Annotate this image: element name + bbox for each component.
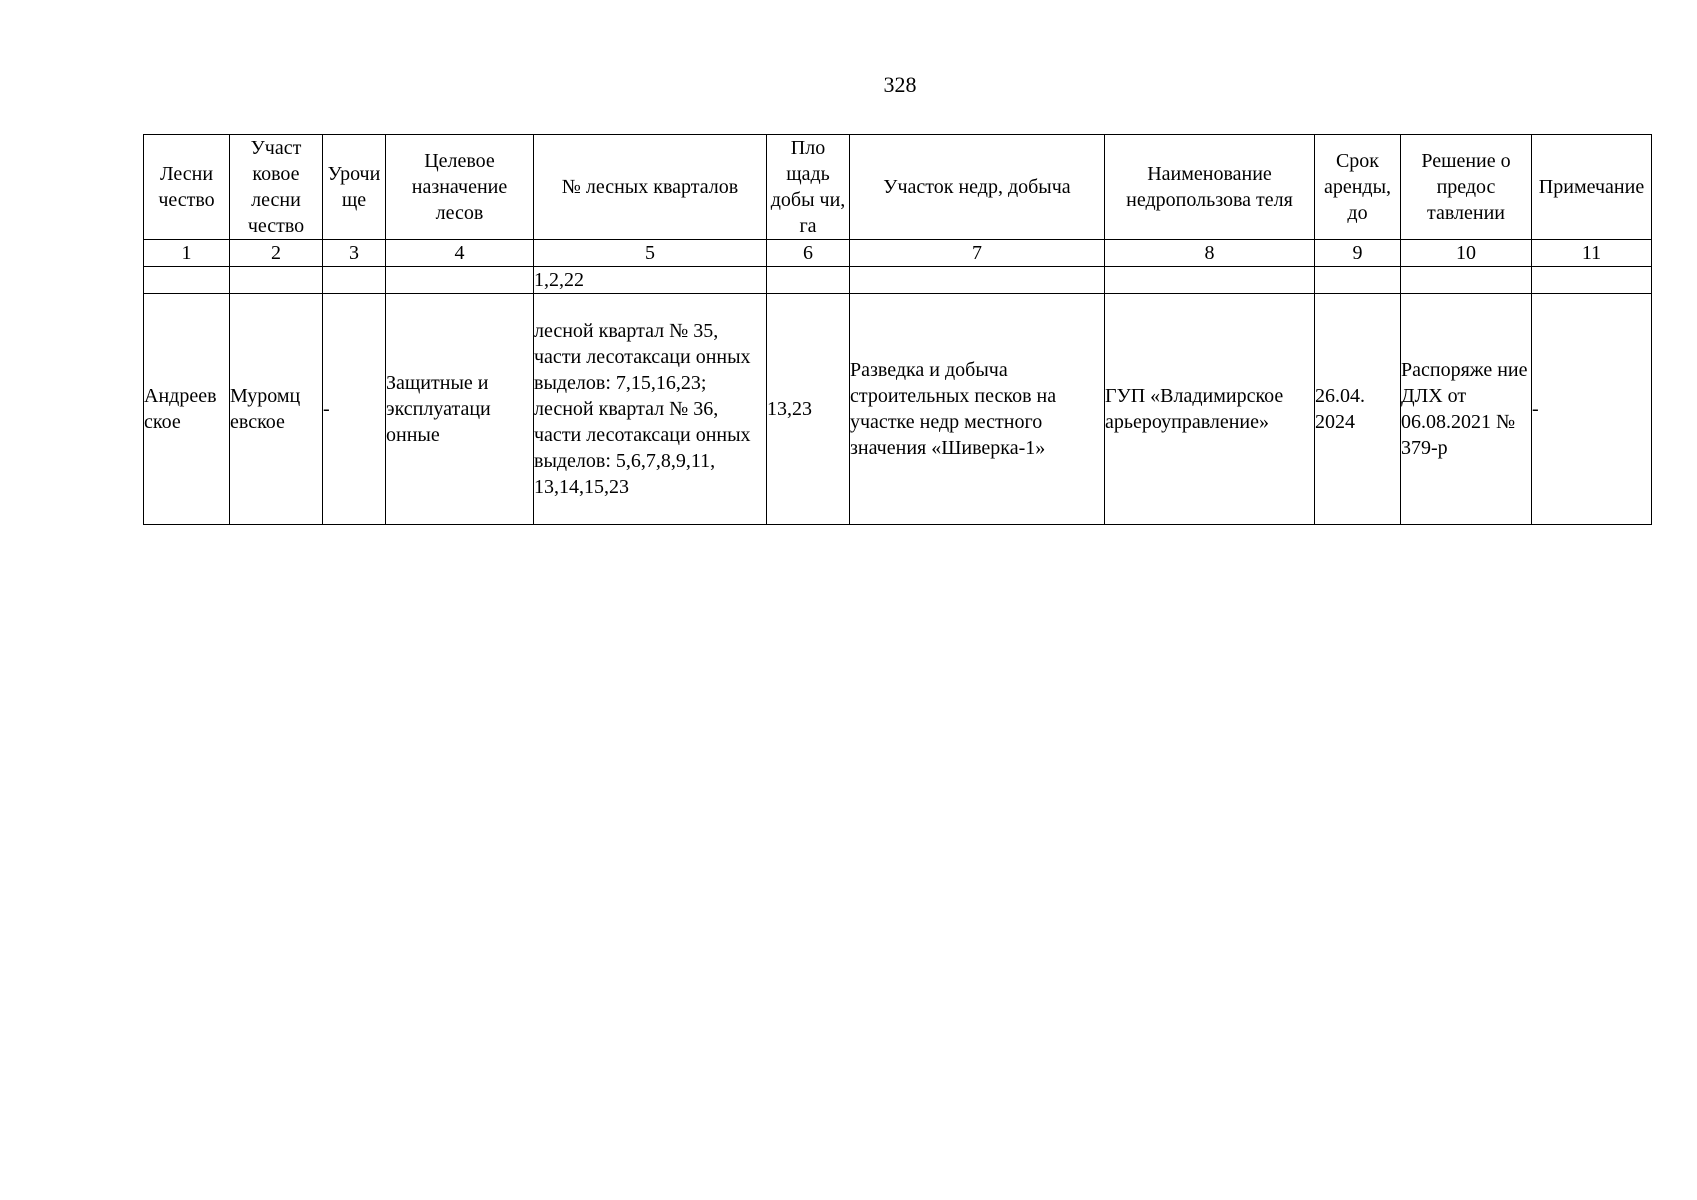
empty-cell [850, 267, 1105, 294]
table-row [144, 294, 1652, 525]
tract-cell: - [323, 294, 386, 525]
header-cell-forestry: Лесни чество [144, 135, 230, 240]
header-cell-note: Примечание [1532, 135, 1652, 240]
column-number-cell: 3 [323, 240, 386, 267]
header-cell-area: Пло щадь добы чи, га [767, 135, 850, 240]
empty-cell [1401, 267, 1532, 294]
forest-use-table [143, 134, 1652, 525]
column-number-cell: 4 [386, 240, 534, 267]
lease-term-cell: 26.04. 2024 [1315, 294, 1401, 525]
forestry-cell: Андреев ское [144, 294, 230, 525]
column-number-cell: 8 [1105, 240, 1315, 267]
header-cell-purpose: Целевое назначение лесов [386, 135, 534, 240]
empty-cell [1315, 267, 1401, 294]
page-number: 328 [883, 72, 917, 97]
column-number-cell: 1 [144, 240, 230, 267]
empty-cell [323, 267, 386, 294]
empty-cell [1105, 267, 1315, 294]
purpose-cell: Защитные и эксплуатаци онные [386, 294, 534, 525]
column-number-cell: 2 [230, 240, 323, 267]
empty-cell [386, 267, 534, 294]
column-number-cell: 5 [534, 240, 767, 267]
header-cell-quarters: № лесных кварталов [534, 135, 767, 240]
area-cell: 13,23 [767, 294, 850, 525]
column-number-cell: 7 [850, 240, 1105, 267]
header-row [144, 135, 1652, 240]
quarters-cell: лесной квартал № 35, части лесотаксаци онных выделов: 7,15,16,23; лесной квартал № 36, части лесотаксаци онных выделов: 5,6,7,8,9,11, 13,14,15,23 [534, 294, 767, 525]
header-cell-lease-term: Срок аренды, до [1315, 135, 1401, 240]
note-cell: - [1532, 294, 1652, 525]
empty-cell [144, 267, 230, 294]
column-number-cell: 9 [1315, 240, 1401, 267]
user-name-cell: ГУП «Владимирское арьероуправление» [1105, 294, 1315, 525]
column-number-cell: 6 [767, 240, 850, 267]
subsoil-site-cell: Разведка и добыча строительных песков на участке недр местного значения «Шиверка-1» [850, 294, 1105, 525]
header-cell-decision: Решение о предос тавлении [1401, 135, 1532, 240]
empty-cell [1532, 267, 1652, 294]
header-cell-district-forestry: Участ ковое лесни чество [230, 135, 323, 240]
header-cell-tract: Урочи ще [323, 135, 386, 240]
continuation-quarters-cell: 1,2,22 [534, 267, 767, 294]
empty-cell [230, 267, 323, 294]
column-number-row [144, 240, 1652, 267]
empty-cell [767, 267, 850, 294]
column-number-cell: 11 [1532, 240, 1652, 267]
header-cell-user-name: Наименование недропользова теля [1105, 135, 1315, 240]
column-number-cell: 10 [1401, 240, 1532, 267]
header-cell-subsoil-site: Участок недр, добыча [850, 135, 1105, 240]
decision-cell: Распоряже ние ДЛХ от 06.08.2021 № 379-р [1401, 294, 1532, 525]
district-forestry-cell: Муромц евское [230, 294, 323, 525]
continuation-row [144, 267, 1652, 294]
